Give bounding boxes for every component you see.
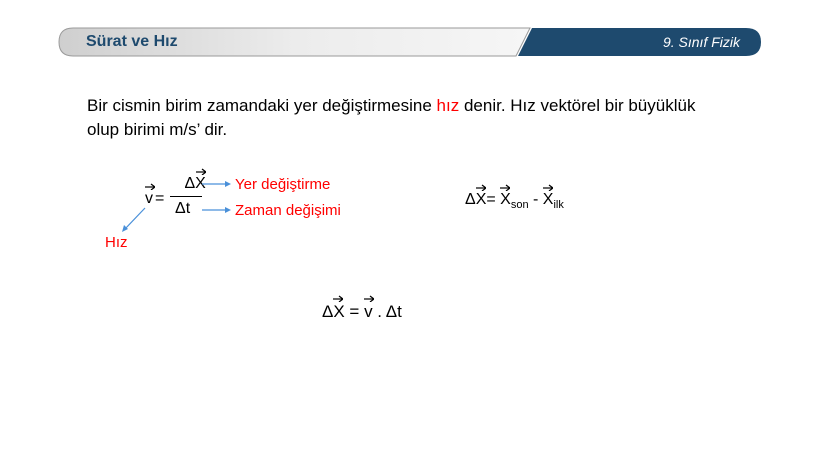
label-arrows xyxy=(200,176,234,216)
minus-sign: - xyxy=(528,191,543,208)
subscript-initial: ilk xyxy=(553,199,564,211)
velocity-letter: v xyxy=(145,190,153,207)
displacement-formula xyxy=(465,191,564,211)
definition-paragraph xyxy=(87,94,727,142)
x-letter: X xyxy=(475,191,487,208)
equals-sign: = xyxy=(155,190,165,207)
page-title: Sürat ve Hız xyxy=(86,33,178,50)
x-final-letter: X xyxy=(500,191,511,208)
label-velocity: Hız xyxy=(105,234,128,251)
vector-arrow-icon xyxy=(500,184,510,191)
numerator-text: ΔX xyxy=(184,175,206,192)
equals-sign: = xyxy=(486,191,501,208)
initial-position-vector xyxy=(543,191,554,209)
displacement-velocity-formula xyxy=(322,302,402,322)
time-term: . Δt xyxy=(372,302,402,321)
vector-arrow-icon xyxy=(476,184,486,191)
definition-text-2: denir. Hız vektörel bir büyüklük olup birimi m/s’ dir. xyxy=(87,96,696,139)
fraction-bar xyxy=(170,196,202,197)
final-position-vector xyxy=(500,191,511,209)
vector-arrow-icon xyxy=(333,295,343,302)
displacement-vector xyxy=(333,302,344,322)
definition-highlight: hız xyxy=(436,96,460,115)
label-time-change: Zaman değişimi xyxy=(235,202,341,219)
subscript-final: son xyxy=(510,199,529,211)
delta-symbol: Δ xyxy=(465,191,476,208)
label-displacement: Yer değiştirme xyxy=(235,176,331,193)
definition-text-1: Bir cismin birim zamandaki yer değiştirmesine xyxy=(87,96,437,115)
velocity-vector xyxy=(364,302,373,322)
course-label: 9. Sınıf Fizik xyxy=(662,34,740,50)
header-banner xyxy=(58,27,762,57)
vector-arrow-icon xyxy=(196,168,206,175)
velocity-letter: v xyxy=(364,302,373,321)
equals-sign: = xyxy=(344,302,365,321)
fraction-denominator: Δt xyxy=(175,200,191,217)
displacement-vector xyxy=(476,191,487,209)
x-letter: X xyxy=(333,302,345,321)
vector-arrow-icon xyxy=(145,183,155,190)
delta-symbol: Δ xyxy=(322,302,334,321)
velocity-label-arrow xyxy=(119,206,149,234)
x-initial-letter: X xyxy=(542,191,554,208)
vector-arrow-icon xyxy=(543,184,553,191)
vector-arrow-icon xyxy=(364,295,374,302)
